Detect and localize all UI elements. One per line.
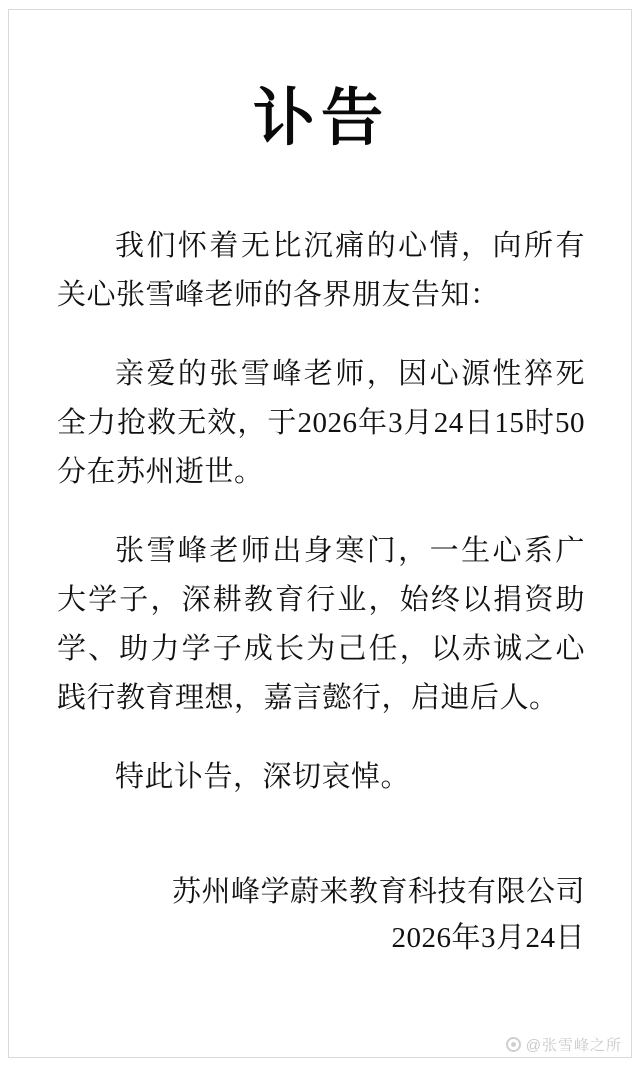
notice-body [57,222,585,802]
signature-date: 2026年3月24日 [391,922,585,954]
notice-content [57,10,585,1057]
paragraph-1: 我们怀着无比沉痛的心情，向所有关心张雪峰老师的各界朋友告知： [57,230,585,311]
watermark-text: @张雪峰之所 [525,1037,622,1054]
signature-company: 苏州峰学蔚来教育科技有限公司 [171,876,585,908]
page-title: 讣告 [252,85,389,153]
paragraph-2: 亲爱的张雪峰老师，因心源性猝死全力抢救无效，于2026年3月24日15时50分在苏州逝世。 [57,358,585,488]
paragraph-3: 张雪峰老师出身寒门，一生心系广大学子，深耕教育行业，始终以捐资助学、助力学子成长为己任，以赤诚之心践行教育理想，嘉言懿行，启迪后人。 [57,535,585,714]
weibo-eye-icon [506,1037,521,1052]
watermark [506,1034,622,1055]
paragraph-4: 特此讣告，深切哀悼。 [115,761,411,793]
notice-card [8,9,632,1058]
signature-block [57,869,585,961]
